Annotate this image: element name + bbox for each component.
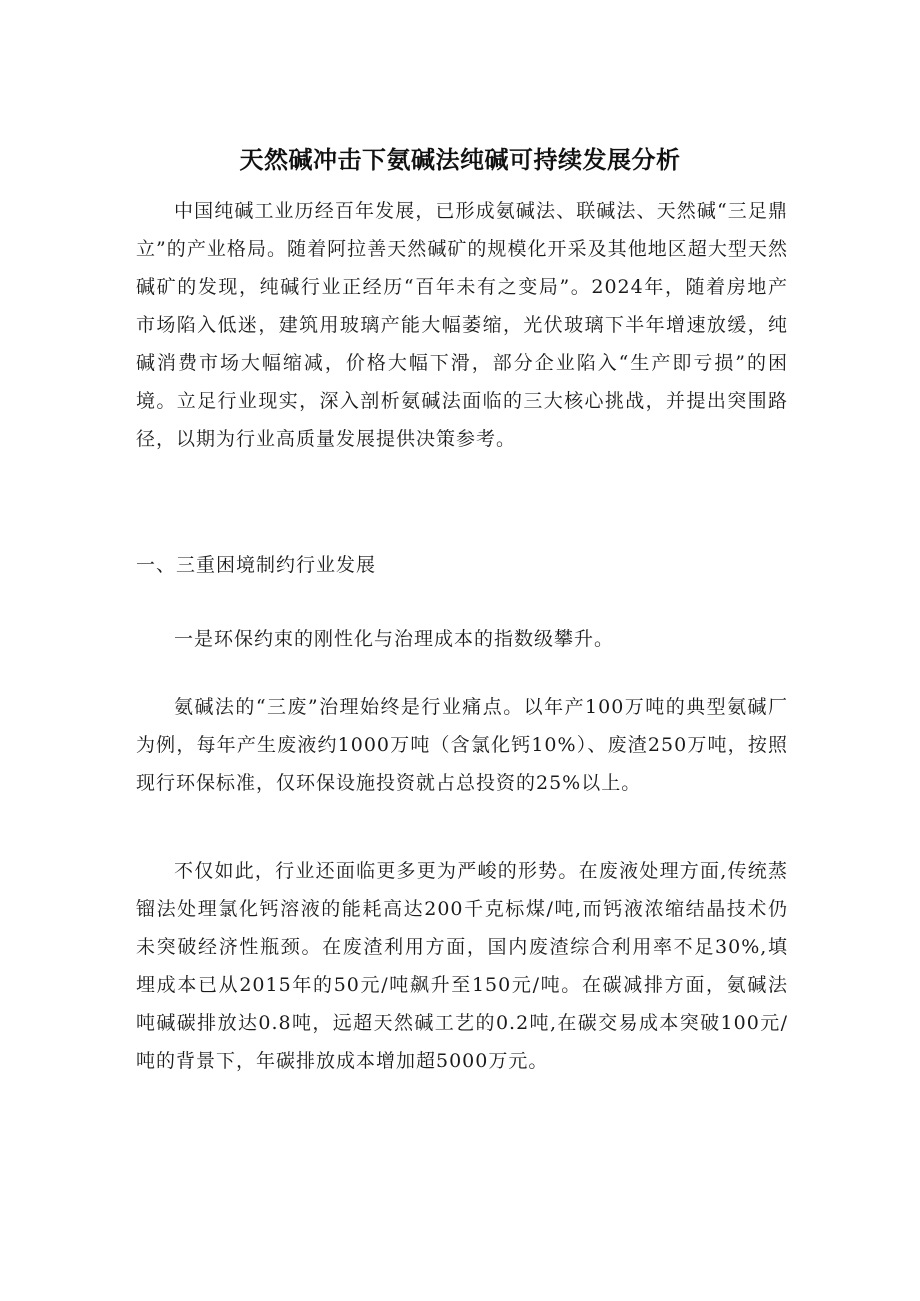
intro-paragraph: 中国纯碱工业历经百年发展，已形成氨碱法、联碱法、天然碱“三足鼎立”的产业格局。随着阿拉善天然碱矿的规模化开采及其他地区超大型天然碱矿的发现，纯碱行业正经历“百年未有之变局”。2024年，随着房地产市场陷入低迷，建筑用玻璃产能大幅萎缩，光伏玻璃下半年增速放缓，纯碱消费市场大幅缩减，价格大幅下滑，部分企业陷入“生产即亏损”的困境。立足行业现实，深入剖析氨碱法面临的三大核心挑战，并提出突围路径，以期为行业高质量发展提供决策参考。	[136, 200, 788, 450]
body-paragraph-1: 氨碱法的“三废”治理始终是行业痛点。以年产100万吨的典型氨碱厂为例，每年产生废液约1000万吨（含氯化钙10%）、废渣250万吨，按照现行环保标准，仅环保设施投资就占总投资的25%以上。	[136, 696, 788, 794]
section-heading: 一、三重困境制约行业发展	[136, 554, 377, 576]
sub-heading: 一是环保约束的刚性化与治理成本的指数级攀升。	[174, 628, 615, 650]
document-title: 天然碱冲击下氨碱法纯碱可持续发展分析	[239, 146, 681, 175]
body-paragraph-2: 不仅如此，行业还面临更多更为严峻的形势。在废液处理方面,传统蒸镏法处理氯化钙溶液的能耗高达200千克标煤/吨,而钙液浓缩结晶技术仍未突破经济性瓶颈。在废渣利用方面，国内废渣综合利用率不足30%,填埋成本已从2015年的50元/吨飙升至150元/吨。在碳减排方面，氨碱法吨碱碳排放达0.8吨，远超天然碱工艺的0.2吨,在碳交易成本突破100元/吨的背景下，年碳排放成本增加超5000万元。	[136, 860, 788, 1072]
